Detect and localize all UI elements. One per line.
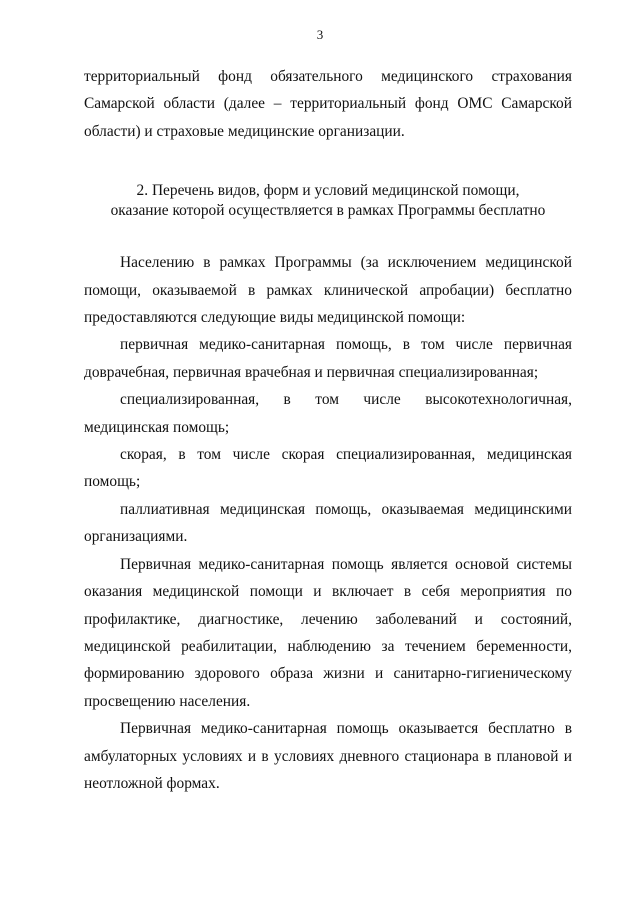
paragraph-primary-care: первичная медико-санитарная помощь, в том числе первичная доврачебная, первичная врачебная и первичная специализированная; bbox=[84, 336, 572, 381]
document-body bbox=[84, 63, 572, 797]
page-number: 3 bbox=[316, 27, 324, 42]
paragraph-specialized-care: специализированная, в том числе высокотехнологичная, медицинская помощь; bbox=[84, 391, 572, 436]
section-heading bbox=[84, 181, 572, 221]
paragraph-emergency-care: скорая, в том числе скорая специализированная, медицинская помощь; bbox=[84, 446, 572, 491]
section-heading-line-1: 2. Перечень видов, форм и условий медицинской помощи, bbox=[136, 182, 520, 200]
section-heading-line-2: оказание которой осуществляется в рамках Программы бесплатно bbox=[110, 202, 546, 220]
intro-paragraph: территориальный фонд обязательного медицинского страхования Самарской области (далее – территориальный фонд ОМС Самарской области) и страховые медицинские организации. bbox=[84, 68, 572, 140]
paragraph-primary-care-free: Первичная медико-санитарная помощь оказывается бесплатно в амбулаторных условиях и в условиях дневного стационара в плановой и неотложной формах. bbox=[84, 720, 572, 792]
paragraph-primary-care-basis: Первичная медико-санитарная помощь является основой системы оказания медицинской помощи и включает в себя мероприятия по профилактике, диагностике, лечению заболеваний и состояний, медицинской реабилитации, наблюдению за течением беременности, формированию здорового образа жизни и санитарно-гигиеническому просвещению населения. bbox=[84, 555, 572, 710]
paragraph-intro-types: Населению в рамках Программы (за исключением медицинской помощи, оказываемой в рамках клинической апробации) бесплатно предоставляются следующие виды медицинской помощи: bbox=[84, 254, 572, 327]
paragraph-palliative-care: паллиативная медицинская помощь, оказываемая медицинскими организациями. bbox=[84, 500, 572, 546]
